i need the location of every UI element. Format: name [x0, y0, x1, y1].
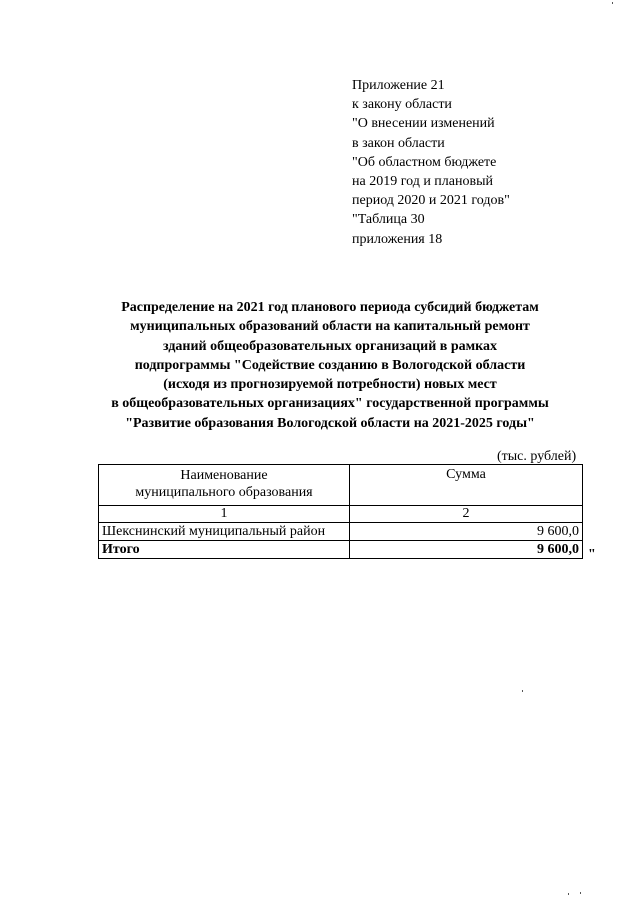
closing-quote-mark: "	[588, 547, 596, 562]
units-label: (тыс. рублей)	[497, 449, 577, 464]
municipality-name: Шекснинский муниципальный район	[99, 523, 350, 541]
title-line: зданий общеобразовательных организаций в рамках	[162, 338, 498, 354]
total-row	[99, 541, 583, 559]
header-municipality-line1: Наименование	[180, 468, 268, 483]
title-line: "Развитие образования Вологодской области на 2021-2025 годы"	[125, 415, 535, 431]
scan-speck	[612, 2, 613, 4]
appendix-line: в закон области	[352, 135, 445, 151]
appendix-line: "Об областном бюджете	[352, 154, 497, 170]
title-line: подпрограммы "Содействие созданию в Вологодской области	[134, 357, 526, 373]
title-line: (исходя из прогнозируемой потребности) новых мест	[163, 377, 497, 393]
appendix-line: "Таблица 30	[352, 212, 425, 228]
header-amount: Сумма	[350, 465, 583, 506]
subsidy-amount: 9 600,0	[350, 523, 583, 541]
total-amount: 9 600,0	[350, 541, 583, 559]
header-municipality	[99, 465, 350, 506]
title-line: муниципальных образований области на капитальный ремонт	[130, 319, 530, 335]
column-numbering-row	[99, 506, 583, 523]
table-header-row	[99, 465, 583, 506]
appendix-line: "О внесении изменений	[352, 116, 495, 132]
scan-speck	[568, 893, 569, 895]
subsidy-table	[98, 464, 583, 559]
scan-speck	[580, 892, 581, 894]
document-title	[60, 298, 600, 433]
appendix-line: Приложение 21	[352, 78, 445, 93]
title-line: Распределение на 2021 год планового периода субсидий бюджетам	[121, 300, 539, 315]
appendix-line: к закону области	[352, 97, 452, 113]
appendix-reference	[352, 76, 510, 249]
table-row	[99, 523, 583, 541]
scan-speck	[522, 690, 523, 692]
total-label: Итого	[99, 541, 350, 559]
column-number-2: 2	[350, 506, 583, 523]
header-municipality-line2: муниципального образования	[135, 485, 313, 500]
appendix-line: приложения 18	[352, 231, 443, 247]
appendix-line: на 2019 год и плановый	[352, 174, 494, 190]
appendix-line: период 2020 и 2021 годов"	[352, 193, 510, 209]
title-line: в общеобразовательных организациях" государственной программы	[111, 396, 549, 412]
column-number-1: 1	[99, 506, 350, 523]
